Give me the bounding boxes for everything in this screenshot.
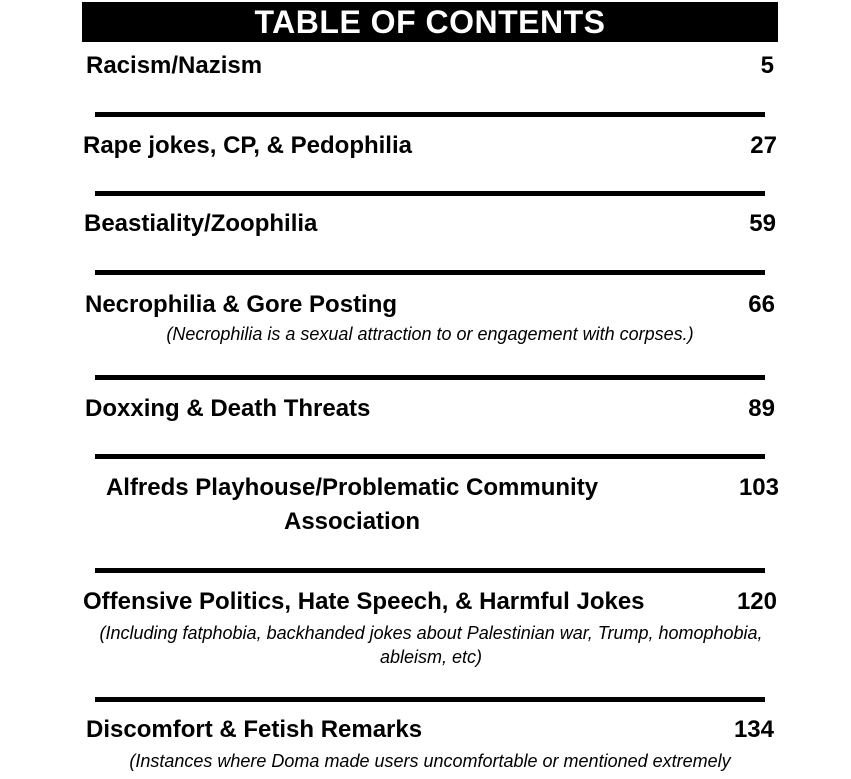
toc-entry-note: (Necrophilia is a sexual attraction to or engagement with corpses.) <box>166 324 694 344</box>
toc-entry-title: Racism/Nazism <box>86 52 263 79</box>
toc-entry-page: 134 <box>733 716 774 743</box>
toc-entry-title: Rape jokes, CP, & Pedophilia <box>83 132 412 159</box>
page-title: TABLE OF CONTENTS <box>82 2 778 42</box>
divider <box>95 454 765 459</box>
toc-entry-page: 66 <box>748 291 775 318</box>
toc-entry-title: Beastiality/Zoophilia <box>84 210 318 237</box>
divider <box>95 568 765 573</box>
divider <box>95 112 765 117</box>
divider <box>95 697 765 702</box>
toc-entry-note: (Instances where Doma made users uncomfortable or mentioned extremely <box>129 751 731 771</box>
divider <box>95 270 765 275</box>
divider <box>95 375 765 380</box>
toc-entry-title: Doxxing & Death Threats <box>85 395 371 422</box>
toc-entry-page: 27 <box>750 132 777 159</box>
toc-entry-title: Necrophilia & Gore Posting <box>85 291 398 318</box>
toc-entry-title: Discomfort & Fetish Remarks <box>86 716 423 743</box>
toc-entry-note: (Including fatphobia, backhanded jokes about Palestinian war, Trump, homophobia, ableism, etc) <box>99 623 763 667</box>
toc-entry-title: Alfreds Playhouse/Problematic Community Association <box>105 474 599 535</box>
toc-entry-page: 103 <box>738 474 779 501</box>
toc-entry-page: 5 <box>760 52 774 79</box>
toc-entry-title: Offensive Politics, Hate Speech, & Harmful Jokes <box>83 588 645 615</box>
divider <box>95 191 765 196</box>
toc-entry-page: 120 <box>736 588 777 615</box>
toc-entry-page: 89 <box>748 395 775 422</box>
toc-entry-page: 59 <box>749 210 776 237</box>
